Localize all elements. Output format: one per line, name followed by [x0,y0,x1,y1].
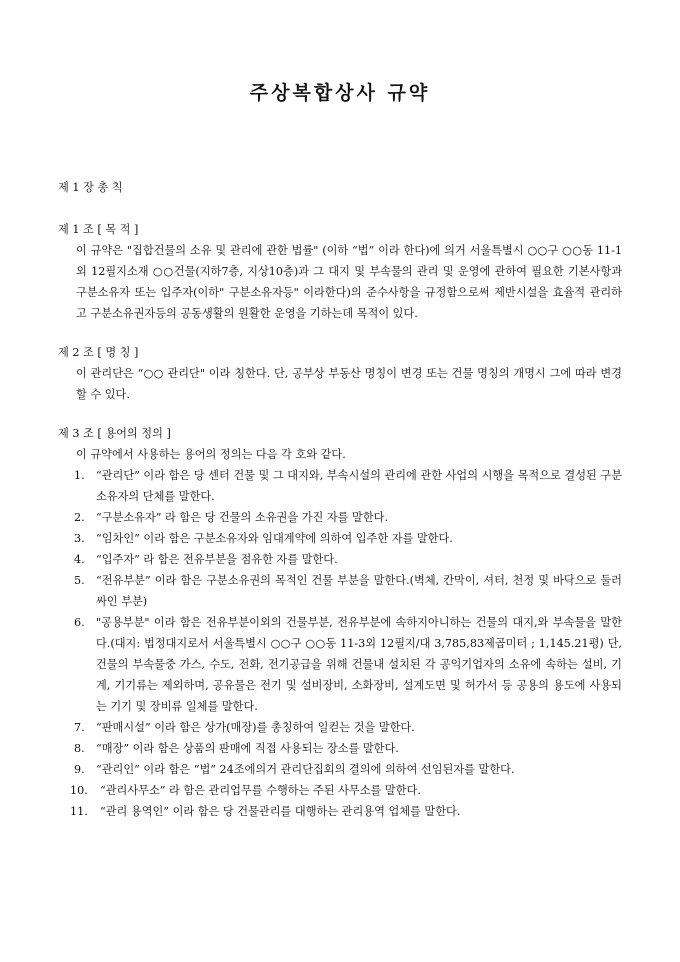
document-title: 주상복합상사 규약 [249,82,431,104]
item-text: “판매시설” 이라 함은 상가(매장)를 총칭하여 일컫는 것을 말한다. [96,721,415,734]
definition-list [58,465,622,822]
item-text: “입주자” 라 함은 전유부분을 점유한 자를 말한다. [96,553,338,566]
article-2 [58,342,622,405]
item-number: 2. [74,511,85,524]
article-heading: 제 1 조 [ 목 적 ] [58,223,139,236]
article-heading: 제 3 조 [ 용어의 정의 ] [58,427,171,440]
list-item [58,507,622,528]
item-number: 7. [74,721,85,734]
article-body: 이 규약은 "집합건물의 소유 및 관리에 관한 법률" (이하 “법” 이라 한다)에 의거 서울특별시 ○○구 ○○동 11-1외 12필지소재 ○○건물(지하7층, 지상10층)과 그 대지 및 부속물의 관리 및 운영에 관하여 필요한 기본사항과 구분소유자 또는 입주자(이하" 구분소유자등" 이라한다)의 준수사항을 규정함으로써 제반시설을 효율적 관리하고 구분소유권자등의 공동생활의 원활한 운영을 기하는데 목적이 있다. [76,244,622,320]
article-1 [58,219,622,324]
item-number: 4. [74,553,85,566]
list-item [58,528,622,549]
chapter-heading: 제 1 장 총 칙 [58,181,123,194]
item-text: “구분소유자” 라 함은 당 건물의 소유권을 가진 자를 말한다. [96,511,389,524]
item-number: 10. [70,784,88,797]
item-number: 5. [74,574,85,587]
list-item [58,738,622,759]
item-number: 1. [74,469,85,482]
item-text: “전유부분” 이라 함은 구분소유권의 목적인 건물 부분을 말한다.(벽체, 칸막이, 셔터, 천정 및 바닥으로 둘러싸인 부분) [96,574,622,608]
item-text: “관리사무소” 라 함은 관리업무를 수행하는 주된 사무소를 말한다. [100,784,421,797]
list-item [58,717,622,738]
list-item [58,801,622,822]
list-item [58,549,622,570]
list-item [58,570,622,612]
item-number: 8. [74,742,85,755]
list-item [58,612,622,717]
item-text: “관리단” 이라 함은 당 센터 건물 및 그 대지와, 부속시설의 관리에 관한 사업의 시행을 목적으로 결성된 구분소유자의 단체를 말한다. [96,469,622,503]
item-text: “임차인” 이라 함은 구분소유자와 임대계약에 의하여 입주한 자를 말한다. [96,532,453,545]
item-number: 3. [74,532,85,545]
item-text: "공용부분" 이라 함은 전유부분이외의 건물부분, 전유부분에 속하지아니하는 건물의 대지,와 부속물을 말한다.(대지: 법정대지로서 서울특별시 ○○구 ○○동 11-3외 12필지/대 3,785,83제곱미터 ; 1,145.21평) 단, 건물의 부속물중 가스, 수도, 전화, 전기공급을 위해 건물내 설치된 각 공익기업자의 소유에 속하는 설비, 기계, 기기류는 제외하며, 공유물은 전기 및 설비장비, 소화장비, 설계도면 및 허가서 등 공용의 용도에 사용되는 기기 및 장비류 일체를 말한다. [96,616,622,713]
list-item [58,780,622,801]
item-text: “관리인” 이라 함은 “법” 24조에의거 관리단집회의 결의에 의하여 선임된자를 말한다. [96,763,515,776]
list-item [58,759,622,780]
item-number: 11. [70,805,88,818]
article-3 [58,423,622,822]
article-body: 이 규약에서 사용하는 용어의 정의는 다음 각 호와 같다. [76,448,346,461]
article-body: 이 관리단은 “○○ 관리단" 이라 칭한다. 단, 공부상 부동산 명칭이 변경 또는 건물 명칭의 개명시 그에 따라 변경할 수 있다. [76,367,622,401]
list-item [58,465,622,507]
item-number: 6. [74,616,85,629]
item-text: “관리 용역인” 이라 함은 당 건물관리를 대행하는 관리용역 업체를 말한다. [100,805,461,818]
item-number: 9. [74,763,85,776]
item-text: “매장” 이라 함은 상품의 판매에 직접 사용되는 장소를 말한다. [96,742,399,755]
article-heading: 제 2 조 [ 명 칭 ] [58,346,139,359]
